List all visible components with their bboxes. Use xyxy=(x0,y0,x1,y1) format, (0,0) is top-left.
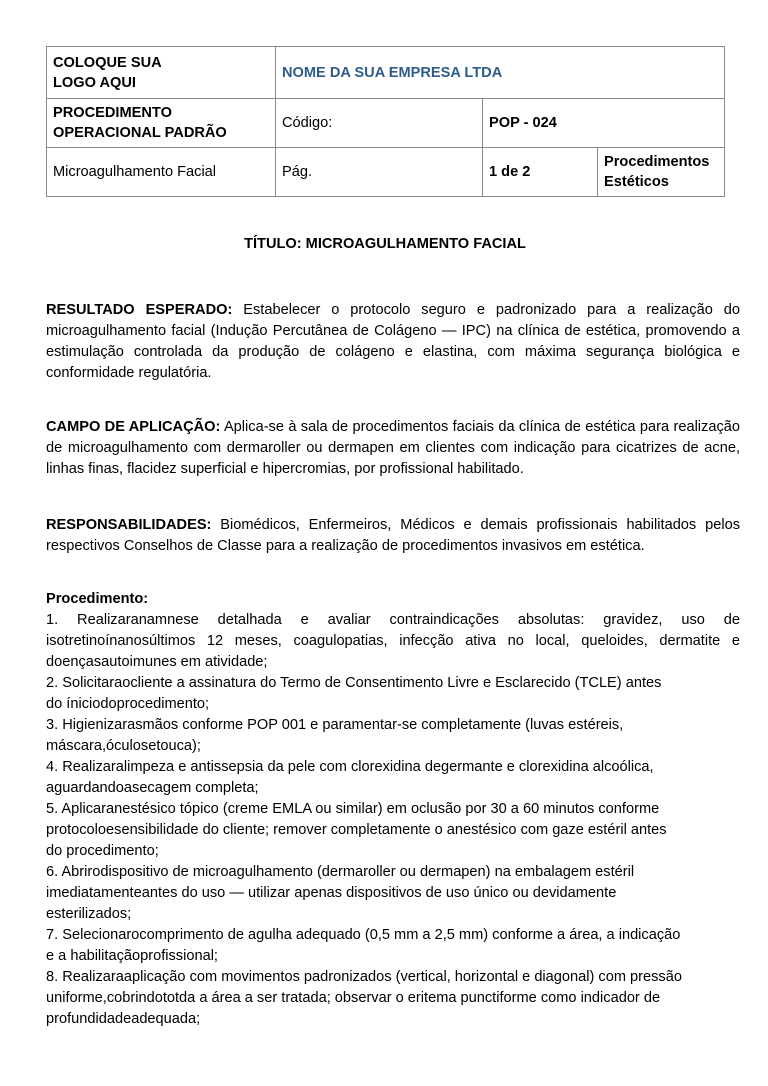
responsabilidades-label: RESPONSABILIDADES: xyxy=(46,517,212,533)
step-7-line-2: e a habilitaçãoprofissional; xyxy=(46,948,218,964)
step-7 xyxy=(46,925,740,967)
logo-placeholder xyxy=(47,47,276,99)
step-6-line-2: imediatamenteantes do uso — utilizar apenas dispositivos de uso único ou devidamente xyxy=(46,885,617,901)
code-label: Código: xyxy=(276,99,483,148)
step-4 xyxy=(46,757,740,799)
code-value: POP - 024 xyxy=(483,99,725,148)
step-1 xyxy=(46,610,740,673)
step-7-line-1: 7. Selecionarocomprimento de agulha adequado (0,5 mm a 2,5 mm) conforme a área, a indicação xyxy=(46,927,681,943)
step-8-line-1: 8. Realizaraaplicação com movimentos padronizados (vertical, horizontal e diagonal) com pressão xyxy=(46,969,682,985)
step-6-line-1: 6. Abrirodispositivo de microagulhamento (dermaroller ou dermapen) na embalagem estéril xyxy=(46,864,635,880)
category-line-2: Estéticos xyxy=(604,174,669,190)
section-campo xyxy=(46,417,740,480)
step-5 xyxy=(46,799,740,862)
company-name: NOME DA SUA EMPRESA LTDA xyxy=(282,64,503,81)
page-value: 1 de 2 xyxy=(483,148,598,197)
responsabilidades-text: Biomédicos, Enfermeiros, Médicos e demais profissionais habilitados pelos respectivos Conselhos de Classe para a realização de procedimentos invasivos em estética. xyxy=(46,517,740,554)
procedure-heading: Procedimento: xyxy=(46,591,149,607)
step-6 xyxy=(46,862,740,925)
doc-name: Microagulhamento Facial xyxy=(47,148,276,197)
step-3-line-1: 3. Higienizarasmãos conforme POP 001 e paramentar-se completamente (luvas estéreis, xyxy=(46,717,624,733)
pop-line-1: PROCEDIMENTO xyxy=(53,105,172,121)
resultado-label: RESULTADO ESPERADO: xyxy=(46,302,233,318)
section-responsabilidades xyxy=(46,515,740,557)
step-2-line-2: do íniciodoprocedimento; xyxy=(46,696,210,712)
step-3 xyxy=(46,715,740,757)
step-5-line-2: protocoloesensibilidade do cliente; remover completamente o anestésico com gaze estéril antes xyxy=(46,822,667,838)
step-4-line-1: 4. Realizaralimpeza e antissepsia da pele com clorexidina degermante e clorexidina alcoólica, xyxy=(46,759,654,775)
step-3-line-2: máscara,óculosetouca); xyxy=(46,738,201,754)
procedure-steps xyxy=(46,610,740,1030)
step-8-line-3: profundidadeadequada; xyxy=(46,1011,201,1027)
category-line-1: Procedimentos xyxy=(604,154,710,170)
section-resultado xyxy=(46,300,740,384)
resultado-text: Estabelecer o protocolo seguro e padronizado para a realização do microagulhamento facial (Indução Percutânea de Colágeno — IPC) na clínica de estética, promovendo a estimulação controlada da produção de colágeno e elastina, com máxima segurança biológica e conformidade regulatória. xyxy=(46,302,740,381)
step-2 xyxy=(46,673,740,715)
step-8 xyxy=(46,967,740,1030)
pop-line-2: OPERACIONAL PADRÃO xyxy=(53,125,227,141)
company-name-cell xyxy=(276,47,725,99)
category-cell xyxy=(598,148,725,197)
campo-label: CAMPO DE APLICAÇÃO: xyxy=(46,419,221,435)
document-title: TÍTULO: MICROAGULHAMENTO FACIAL xyxy=(244,236,526,252)
step-4-line-2: aguardandoasecagem completa; xyxy=(46,780,259,796)
logo-line-1: COLOQUE SUA xyxy=(53,54,162,71)
step-1-line-1: 1. Realizaranamnese detalhada e avaliar contraindicações absolutas: gravidez, uso de isotretinoínanosúltimos 12 meses, coagulopatias, infecção ativa no local, queloides, dermatite e doençasautoimunes em atividade; xyxy=(46,612,740,670)
step-5-line-3: do procedimento; xyxy=(46,843,159,859)
step-6-line-3: esterilizados; xyxy=(46,906,132,922)
step-2-line-1: 2. Solicitaraocliente a assinatura do Termo de Consentimento Livre e Esclarecido (TCLE) antes xyxy=(46,675,662,691)
campo-text: Aplica-se à sala de procedimentos faciais da clínica de estética para realização de microagulhamento com dermaroller ou dermapen em clientes com indicação para cicatrizes de acne, linhas finas, flacidez superficial e hipercromias, por profissional habilitado. xyxy=(46,419,740,477)
pop-label-cell xyxy=(47,99,276,148)
logo-line-2: LOGO AQUI xyxy=(53,74,136,91)
step-8-line-2: uniforme,cobrindototda a área a ser tratada; observar o eritema punctiforme como indicador de xyxy=(46,990,661,1006)
page-label: Pág. xyxy=(276,148,483,197)
header-table xyxy=(46,46,725,197)
step-5-line-1: 5. Aplicaranestésico tópico (creme EMLA ou similar) em oclusão por 30 a 60 minutos conforme xyxy=(46,801,660,817)
